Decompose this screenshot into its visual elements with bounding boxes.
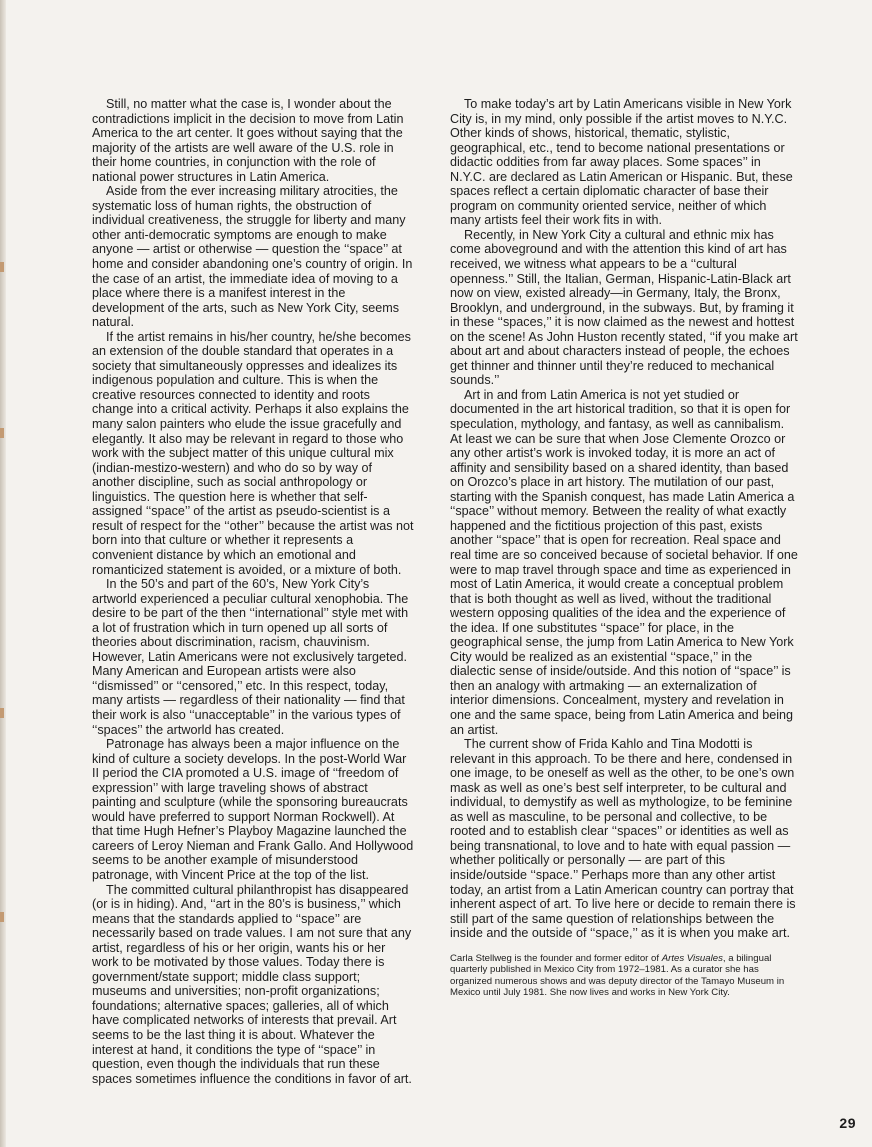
paragraph: Aside from the ever increasing military atrocities, the systematic loss of human rights, the obstruction of individual creativeness, the struggle for liberty and many other anti-democratic symptoms are enough to make anyone — artist or otherwise — question the ‘‘space’’ at home and consider abandoning one’s country of origin. In the case of an artist, the immediate idea of moving to a place where there is a manifest interest in the development of the arts, such as New York City, seems natural. <box>92 184 416 330</box>
paragraph: Still, no matter what the case is, I wonder about the contradictions implicit in the decision to move from Latin America to the art center. It goes without saying that the majority of the artists are well aware of the U.S. role in their home countries, in conjunction with the role of national power structures in Latin America. <box>92 97 407 184</box>
page-edge <box>0 0 6 1147</box>
bio-text-start: Carla Stellweg is the founder and former editor of <box>450 952 662 964</box>
paragraph: To make today’s art by Latin Americans visible in New York City is, in my mind, only possible if the artist moves to N.Y.C. Other kinds of shows, historical, thematic, stylistic, geographical, etc., tend to become national presentations or didactic oddities from far away places. Some spaces’’ in N.Y.C. are declared as Latin American or Hispanic. But, these spaces reflect a certain diplomatic character of base their program on community oriented service, neither of which many artists feel their work fits in with. <box>450 97 797 228</box>
bio-text-end: , a bilingual quarterly published in Mexico City from 1972–1981. As a curator she has organized numerous shows and was deputy director of the Tamayo Museum in Mexico until July 1981. She now lives and works in New York City. <box>450 952 785 999</box>
left-column <box>92 97 418 1086</box>
paragraph: In the 50’s and part of the 60’s, New York City’s artworld experienced a peculiar cultural xenophobia. The desire to be part of the then ‘‘international’’ style met with a lot of frustration which in turn opened up all sorts of theories about discrimination, racism, chauvinism. However, Latin Americans were not exclusively targeted. Many American and European artists were also ‘‘dismissed’’ or ‘‘censored,’’ etc. In this respect, today, many artists — regardless of their nationality — find that their work is also ‘‘unacceptable’’ in the various types of ‘‘spaces’’ the artworld has created. <box>92 577 412 737</box>
paragraph: The committed cultural philanthropist has disappeared (or is in hiding). And, ‘‘art in the 80’s is business,’’ which means that the standards applied to ‘‘space’’ are necessarily based on trade values. I am not sure that any artist, regardless of his or her origin, wants his or her work to be motivated by those values. Today there is government/state support; middle class support; museums and universities; non-profit organizations; foundations; alternative spaces; galleries, all of which have complicated networks of interests that prevail. Art seems to be the last thing it is about. Whatever the interest at hand, it conditions the type of ‘‘space’’ in question, even though the individuals that run these spaces sometimes influence the conditions in favor of art. <box>92 882 415 1086</box>
paragraph: Art in and from Latin America is not yet studied or documented in the art historical tradition, so that it is open for speculation, mythology, and fantasy, as well as cannibalism. At least we can be sure that when Jose Clemente Orozco or any other artist’s work is invoked today, it is more an act of affinity and sensibility based on a shared identity, than based on Orozco’s place in art history. The mutilation of our past, starting with the Spanish conquest, has made Latin America a ‘‘space’’ without memory. Between the reality of what exactly happened and the fictitious projection of this past, exists another ‘‘space’’ that is open for recreation. Real space and real time are so conceived because of societal behavior. If one were to map travel through space and time as experienced in most of Latin America, it would create a conceptual problem that is both thought as well as lived, without the traditional western opposing qualities of the idea and the experience of the idea. If one substitutes ‘‘space’’ for place, in the geographical sense, the jump from Latin America to New York City would be realized as an existential ‘‘space,’’ in the dialectic sense of inside/outside. And this notion of ‘‘space’’ is then an analogy with artmaking — an externalization of interior dimensions. Concealment, mystery and revelation in one and the same space, being from Latin America and being an artist. <box>450 387 802 737</box>
paragraph: The current show of Frida Kahlo and Tina Modotti is relevant in this approach. To be there and here, condensed in one image, to be oneself as well as the other, to be one’s own mask as well as one’s best self interpreter, to be cultural and individual, to demystify as well as mythologize, to be feminine as well as masculine, to be personal and collective, to be rooted and to establish clear ‘‘spaces’’ or identities as well as being transnational, to love and to hate with equal passion — whether politically or personally — are part of this inside/outside ‘‘space.’’ Perhaps more than any other artist today, an artist from a Latin American country can portray that inherent aspect of art. To live here or decide to remain there is still part of the same question of relationships between the inside and the outside of ‘‘space,’’ as it is when you make art. <box>450 737 800 941</box>
magazine-title: Artes Visuales <box>661 952 723 964</box>
paragraph: If the artist remains in his/her country, he/she becomes an extension of the double standard that operates in a society that simultaneously oppresses and idealizes its indigenous population and culture. This is when the creative resources connected to identity and roots change into a critical activity. Perhaps it also explains the many salon painters who elude the issue gracefully and elegantly. It also may be relevant in regard to those who work with the subject matter of this unique cultural mix (indian-mestizo-western) and who do so by way of another discipline, such as social anthropology or linguistics. The question here is whether that self-assigned ‘‘space’’ of the artist as pseudo-scientist is a result of respect for the ‘‘other’’ because the artist was not born into that culture or whether it represents a convenient distance by which an emotional and romanticized statement is avoided, or a mixture of both. <box>92 329 418 577</box>
page-number: 29 <box>839 1115 856 1131</box>
paragraph: Recently, in New York City a cultural and ethnic mix has come aboveground and with the attention this kind of art has received, we witness what appears to be a ‘‘cultural openness.’’ Still, the Italian, German, Hispanic-Latin-Black art now on view, existed already—in Germany, Italy, the Bronx, Brooklyn, and underground, in the subways. But, by framing it in these ‘‘spaces,’’ it is now claimed as the newest and hottest on the scene! As John Huston recently stated, ‘‘if you make art about art and about characters instead of people, the echoes get thinner and thinner until they’re reduced to mechanical sounds.’’ <box>450 227 802 388</box>
right-column <box>450 97 802 1008</box>
author-bio <box>450 953 798 999</box>
paragraph: Patronage has always been a major influence on the kind of culture a society develops. In the post-World War II period the CIA promoted a U.S. image of ‘‘freedom of expression’’ with large traveling shows of abstract painting and sculpture (while the sponsoring bureaucrats would have preferred to support Norman Rockwell). At that time Hugh Hefner’s Playboy Magazine launched the careers of Leroy Nieman and Frank Gallo. And Hollywood seems to be another example of misunderstood patronage, with Vincent Price at the top of the list. <box>92 737 417 882</box>
